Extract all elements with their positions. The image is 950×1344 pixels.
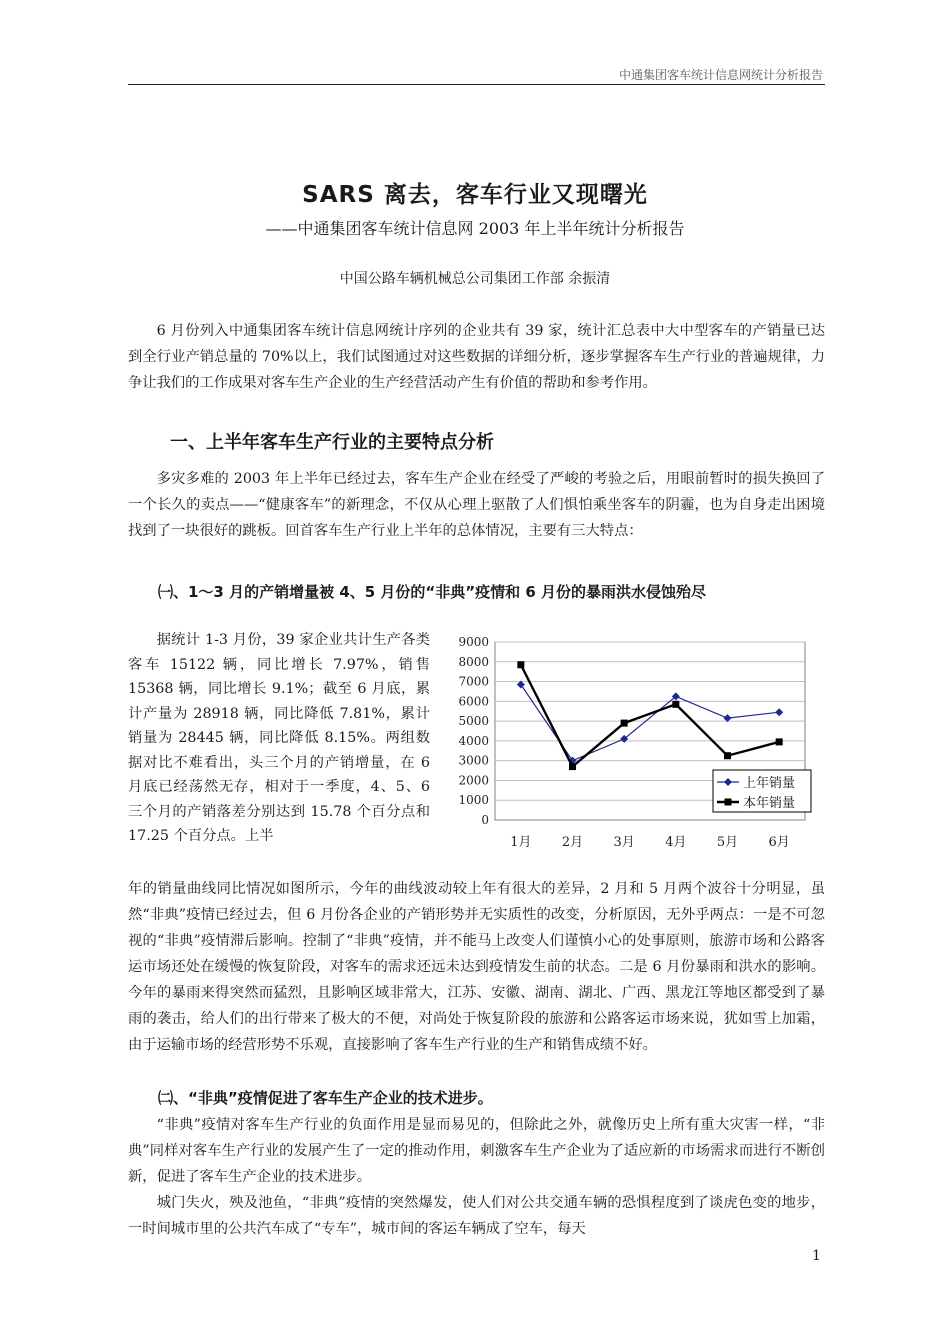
chart-svg (445, 632, 835, 862)
document-title: SARS 离去，客车行业又现曙光 (302, 182, 648, 208)
y-tick-label: 7000 (458, 674, 489, 689)
y-tick-label: 5000 (458, 714, 489, 729)
subsection1-wrapped-text: 据统计 1-3 月份，39 家企业共计生产各类客车 15122 辆，同比增长 7.97%，销售 15368 辆，同比增长 9.1%；截至 6 月底，累计产量为 28918 辆，同比降低 7.81%，累计销量为 28445 辆，同比降低 8.15%。两组数据对比不难看出，头三个月的产销增量，在 6 月底已经荡然无存，相对于一季度，4、5、6 三个月的产销落差分别达到 15.78 个百分点和 17.25 个百分点。上半 (128, 632, 430, 844)
data-point (724, 752, 731, 759)
y-tick-label: 4000 (458, 733, 489, 748)
legend-label: 上年销量 (743, 776, 796, 791)
author-line: 中国公路车辆机械总公司集团工作部 余振清 (339, 271, 611, 287)
y-tick-label: 9000 (458, 635, 489, 649)
data-point (517, 661, 524, 668)
x-tick-label: 1月 (510, 835, 532, 850)
y-tick-label: 8000 (458, 654, 489, 669)
document-subtitle: ——中通集团客车统计信息网 2003 年上半年统计分析报告 (265, 219, 685, 238)
x-tick-label: 5月 (716, 835, 739, 850)
x-tick-label: 2月 (561, 835, 584, 850)
subsection-heading-1: ㈠、1～3 月的产销增量被 4、5 月份的“非典”疫情和 6 月份的暴雨洪水侵蚀殆尽 (158, 583, 707, 601)
running-header-text: 中通集团客车统计信息网统计分析报告 (618, 68, 823, 82)
x-tick-label: 6月 (768, 835, 790, 850)
y-tick-label: 2000 (458, 773, 489, 788)
y-tick-label: 6000 (458, 694, 489, 709)
section-heading-1: 一、上半年客车生产行业的主要特点分析 (170, 432, 494, 453)
subsection-heading-2: ㈡、“非典”疫情促进了客车生产企业的技术进步。 (158, 1089, 493, 1107)
page-number: 1 (812, 1248, 821, 1264)
subsection1-continued-text: 年的销量曲线同比情况如图所示，今年的曲线波动较上年有很大的差异，2 月和 5 月两个波谷十分明显，虽然“非典”疫情已经过去，但 6 月份各企业的产销形势并无实质性的改变，分析原因，无外乎两点：一是不可忽视的“非典”疫情滞后影响。控制了“非典”疫情，并不能马上改变人们谨慎小心的处事原则，旅游市场和公路客运市场还处在缓慢的恢复阶段，对客车的需求还远未达到疫情发生前的状态。二是 6 月份暴雨和洪水的影响。今年的暴雨来得突然而猛烈，且影响区域非常大，江苏、安徽、湖南、湖北、广西、黑龙江等地区都受到了暴雨的袭击，给人们的出行带来了极大的不便，对尚处于恢复阶段的旅游和公路客运市场来说，犹如雪上加霜，由于运输市场的经营形势不乐观，直接影响了客车生产行业的生产和销售成绩不好。 (128, 881, 825, 1053)
data-point (776, 738, 783, 745)
legend-label: 本年销量 (743, 796, 796, 811)
data-point (672, 701, 679, 708)
legend-marker (725, 799, 732, 806)
data-point (569, 763, 576, 770)
section1-paragraph: 多灾多难的 2003 年上半年已经过去，客车生产企业在经受了严峻的考验之后，用眼前暂时的损失换回了一个长久的卖点——“健康客车”的新理念，不仅从心理上驱散了人们惧怕乘坐客车的阴霾，也为自身走出困境找到了一块很好的跳板。回首客车生产行业上半年的总体情况，主要有三大特点： (128, 471, 825, 539)
x-tick-label: 4月 (665, 835, 687, 850)
y-tick-label: 1000 (458, 793, 489, 808)
intro-paragraph: 6 月份列入中通集团客车统计信息网统计序列的企业共有 39 家，统计汇总表中大中型客车的产销量已达到全行业产销总量的 70%以上，我们试图通过对这些数据的详细分析，逐步掌握客车生产行业的普遍规律，力争让我们的工作成果对客车生产企业的生产经营活动产生有价值的帮助和参考作用。 (128, 323, 825, 391)
sales-line-chart (445, 632, 835, 862)
subsection2-paragraph-2: 城门失火，殃及池鱼，“非典”疫情的突然爆发，使人们对公共交通车辆的恐惧程度到了谈虎色变的地步，一时间城市里的公共汽车成了“专车”，城市间的客运车辆成了空车，每天 (128, 1195, 825, 1237)
data-point (621, 720, 628, 727)
y-tick-label: 0 (481, 813, 489, 827)
y-tick-label: 3000 (458, 753, 489, 768)
running-header (128, 66, 825, 85)
subsection2-paragraph-1: “非典”疫情对客车生产行业的负面作用是显而易见的，但除此之外，就像历史上所有重大灾害一样，“非典”同样对客车生产行业的发展产生了一定的推动作用，刺激客车生产企业为了适应新的市场需求而进行不断创新，促进了客车生产企业的技术进步。 (128, 1117, 825, 1185)
x-tick-label: 3月 (613, 835, 635, 850)
